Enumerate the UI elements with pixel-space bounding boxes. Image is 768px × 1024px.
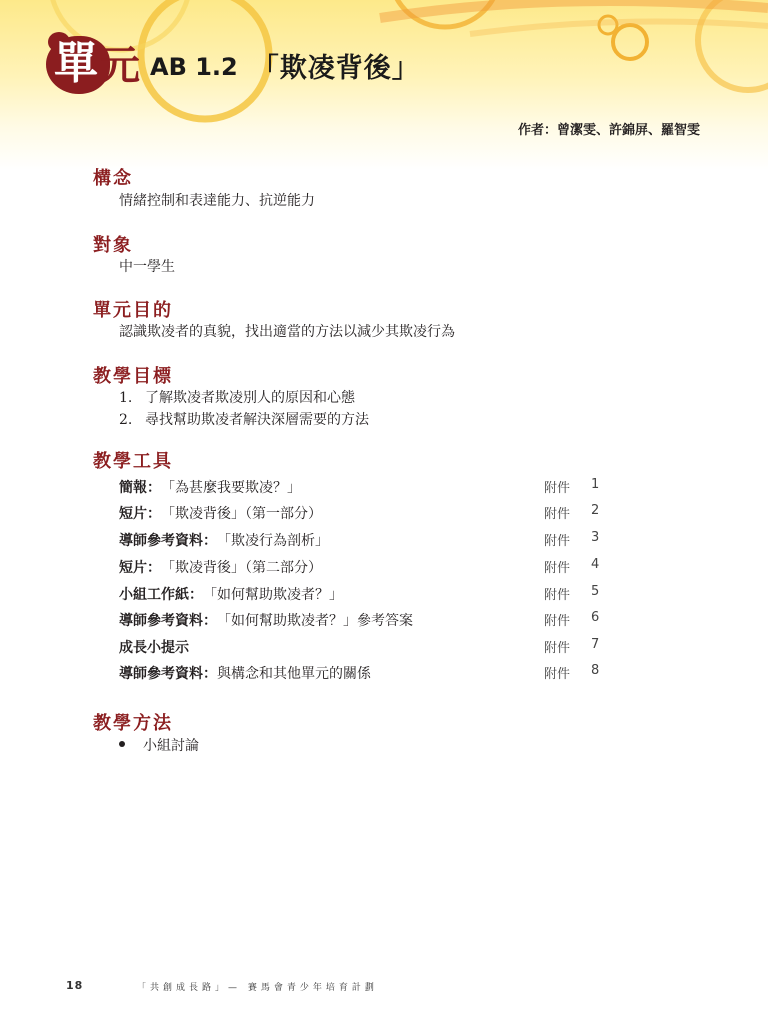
tool-label: 導師參考資料： [119, 613, 217, 629]
section-heading-target: 對象 [93, 235, 133, 256]
attachment-number: 5 [591, 584, 600, 599]
goal-number: 2. [119, 412, 133, 428]
tool-label: 導師參考資料： [119, 666, 217, 682]
tool-item [119, 530, 609, 550]
objective-text: 認識欺凌者的真貌，找出適當的方法以減少其欺凌行為 [119, 324, 455, 340]
goal-number: 1. [119, 390, 133, 406]
tool-item [119, 557, 609, 577]
attachment-number: 6 [591, 610, 600, 625]
attachment-label: 附件 [544, 641, 571, 656]
attachment-label: 附件 [544, 534, 571, 549]
attachment-label: 附件 [544, 588, 571, 603]
attachment-number: 8 [591, 663, 600, 678]
tool-item [119, 663, 609, 683]
bullet-icon [119, 741, 125, 747]
unit-badge-char2: 元 [100, 43, 140, 89]
attachment-number: 1 [591, 477, 600, 492]
unit-title: 「欺凌背後」 [251, 52, 420, 84]
unit-badge [46, 32, 146, 94]
tool-label: 成長小提示 [119, 640, 189, 656]
concept-text: 情緒控制和表達能力、抗逆能力 [119, 193, 315, 209]
section-heading-methods: 教學方法 [93, 713, 173, 734]
unit-title-row [46, 28, 420, 98]
series-title: 「共創成長路」— 賽馬會青少年培育計劃 [137, 983, 378, 993]
attachment-label: 附件 [544, 481, 571, 496]
goal-item [119, 409, 369, 429]
tool-text: 「如何幫助欺凌者？」 [203, 587, 343, 603]
attachment-number: 4 [591, 557, 600, 572]
tool-label: 小組工作紙： [119, 587, 203, 603]
tool-text: 與構念和其他單元的關係 [217, 666, 371, 682]
tool-label: 簡報： [119, 480, 161, 496]
tool-text: 「如何幫助欺凌者？」參考答案 [217, 613, 413, 629]
tool-text: 「欺凌背後」（第一部分） [161, 506, 322, 522]
attachment-number: 7 [591, 637, 600, 652]
tool-item [119, 477, 609, 497]
attachment-label: 附件 [544, 667, 571, 682]
page-number: 18 [66, 979, 84, 992]
unit-code: AB 1.2 [150, 53, 238, 81]
target-text: 中一學生 [119, 259, 175, 275]
attachment-label: 附件 [544, 614, 571, 629]
tool-item [119, 637, 609, 657]
tool-item [119, 584, 609, 604]
goal-text: 尋找幫助欺凌者解決深層需要的方法 [145, 412, 369, 428]
attachment-number: 2 [591, 503, 600, 518]
section-heading-tools: 教學工具 [93, 451, 173, 472]
section-heading-goals: 教學目標 [93, 366, 173, 387]
tool-label: 導師參考資料： [119, 533, 217, 549]
attachment-number: 3 [591, 530, 600, 545]
tool-label: 短片： [119, 560, 161, 576]
tool-label: 短片： [119, 506, 161, 522]
goal-item [119, 387, 355, 407]
attachment-label: 附件 [544, 561, 571, 576]
method-item [119, 735, 199, 755]
tool-item [119, 610, 609, 630]
author-line: 作者：曾潔雯、許錦屏、羅智雯 [517, 123, 700, 138]
method-text: 小組討論 [143, 738, 199, 754]
attachment-label: 附件 [544, 507, 571, 522]
tool-item [119, 503, 609, 523]
tool-text: 「欺凌背後」（第二部分） [161, 560, 322, 576]
unit-badge-char1: 單 [54, 38, 98, 89]
section-heading-concept: 構念 [93, 168, 133, 189]
tool-text: 「欺凌行為剖析」 [217, 533, 329, 549]
goal-text: 了解欺凌者欺凌別人的原因和心態 [145, 390, 355, 406]
section-heading-objective: 單元目的 [93, 300, 173, 321]
tool-text: 「為甚麼我要欺凌？」 [161, 480, 301, 496]
